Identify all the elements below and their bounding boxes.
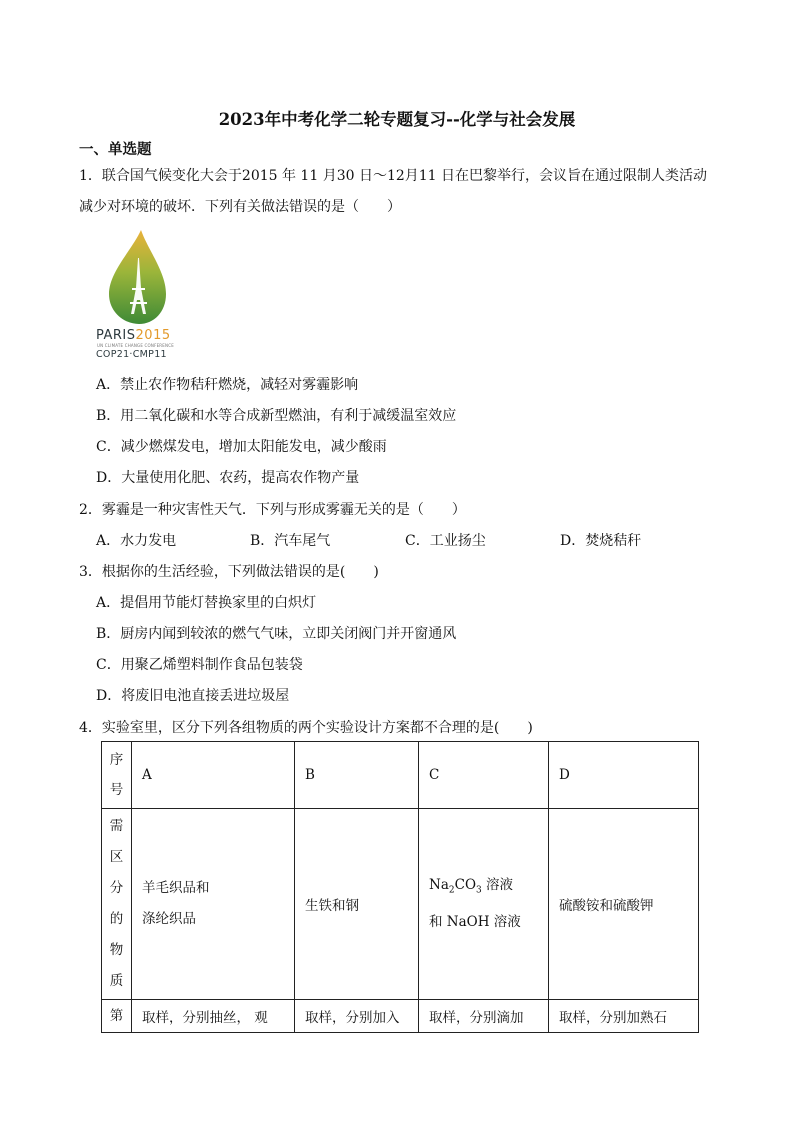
cell-substance-b: 生铁和钢 bbox=[295, 809, 419, 1000]
row-label-method: 第 bbox=[102, 1000, 132, 1033]
q2-option-c: C．工业扬尘 bbox=[405, 533, 486, 549]
logo-cop-text: COP21·CMP11 bbox=[96, 349, 167, 360]
q1-stem-line2: 减少对环境的破坏．下列有关做法错误的是（ ） bbox=[79, 199, 401, 215]
cell-substance-d: 硫酸铵和硫酸钾 bbox=[549, 809, 699, 1000]
logo-subtitle: UN CLIMATE CHANGE CONFERENCE bbox=[97, 343, 174, 348]
q3-option-c: C．用聚乙烯塑料制作食品包装袋 bbox=[96, 657, 303, 673]
q1-option-d: D．大量使用化肥、农药，提高农作物产量 bbox=[96, 470, 360, 486]
cell-method-a: 取样，分别抽丝， 观 bbox=[132, 1000, 295, 1033]
cell-method-b: 取样，分别加入 bbox=[295, 1000, 419, 1033]
section-heading: 一、单选题 bbox=[79, 141, 152, 158]
logo-wordmark: PARIS2015 bbox=[96, 328, 171, 343]
header-cell-c: C bbox=[419, 742, 549, 809]
q3-option-a: A．提倡用节能灯替换家里的白炽灯 bbox=[96, 595, 317, 611]
q2-option-d: D．焚烧秸秆 bbox=[560, 533, 642, 549]
q3-option-b: B．厨房内闻到较浓的燃气气味，立即关闭阀门并开窗通风 bbox=[96, 626, 457, 642]
table-header-row bbox=[102, 742, 699, 809]
leaf-tower-icon bbox=[96, 228, 180, 328]
q1-option-b: B．用二氧化碳和水等合成新型燃油，有利于减缓温室效应 bbox=[96, 408, 457, 424]
paris2015-logo bbox=[96, 228, 180, 362]
q2-stem: 2．雾霾是一种灾害性天气．下列与形成雾霾无关的是（ ） bbox=[79, 502, 466, 518]
table-row-method-1 bbox=[102, 1000, 699, 1033]
q2-option-b: B．汽车尾气 bbox=[250, 533, 331, 549]
header-cell-a: A bbox=[132, 742, 295, 809]
q2-option-a: A．水力发电 bbox=[96, 533, 177, 549]
header-cell-index: 序号 bbox=[102, 742, 132, 809]
q3-option-d: D．将废旧电池直接丢进垃圾屋 bbox=[96, 688, 290, 704]
row-label-substances: 需区分的物质 bbox=[102, 809, 132, 1000]
cell-substance-c: $Na_2CO_3$ 溶液 和 NaOH 溶液 bbox=[419, 809, 549, 1000]
header-cell-d: D bbox=[549, 742, 699, 809]
cell-method-c: 取样，分别滴加 bbox=[419, 1000, 549, 1033]
q4-stem: 4．实验室里，区分下列各组物质的两个实验设计方案都不合理的是( ) bbox=[79, 720, 533, 736]
q1-option-c: C．减少燃煤发电，增加太阳能发电，减少酸雨 bbox=[96, 439, 387, 455]
table-row-substances bbox=[102, 809, 699, 1000]
q1-stem-line1: 1．联合国气候变化大会于2015 年 11 月30 日～12月11 日在巴黎举行，会议旨在通过限制人类活动 bbox=[79, 168, 708, 184]
cell-substance-a: 羊毛织品和 涤纶织品 bbox=[132, 809, 295, 1000]
q4-table bbox=[101, 741, 699, 1033]
cell-method-d: 取样，分别加熟石 bbox=[549, 1000, 699, 1033]
header-cell-b: B bbox=[295, 742, 419, 809]
document-title: 2023年中考化学二轮专题复习--化学与社会发展 bbox=[218, 110, 576, 129]
q3-stem: 3．根据你的生活经验，下列做法错误的是( ) bbox=[79, 564, 379, 580]
q1-option-a: A．禁止农作物秸秆燃烧，减轻对雾霾影响 bbox=[96, 377, 359, 393]
